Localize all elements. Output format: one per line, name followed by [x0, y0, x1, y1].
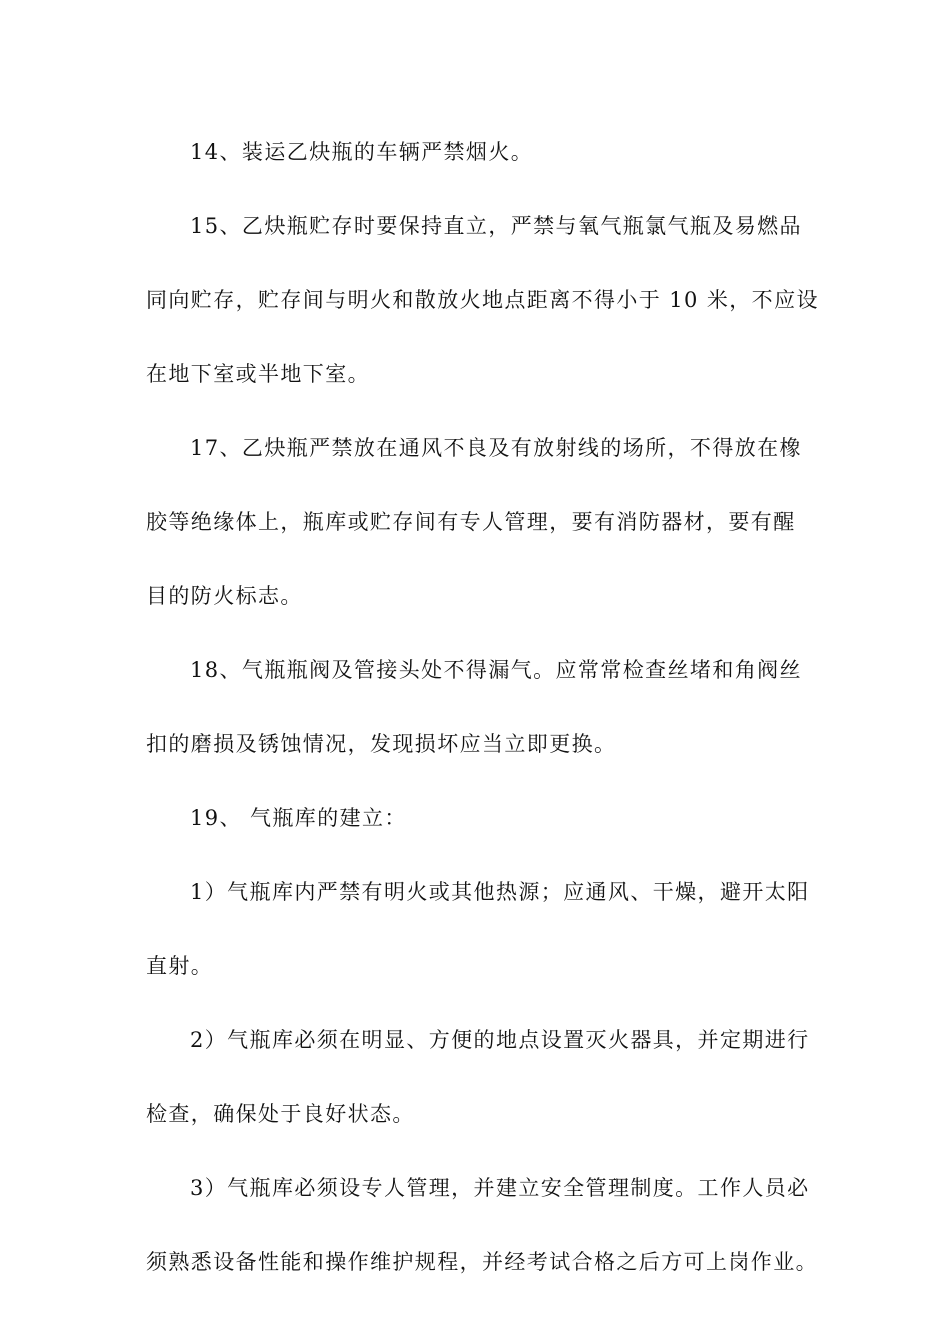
document-body [146, 133, 819, 1281]
paragraph-item-18-cont [146, 725, 806, 763]
text-line: 14、装运乙炔瓶的车辆严禁烟火。 [190, 140, 534, 164]
text-line: 15、乙炔瓶贮存时要保持直立，严禁与氧气瓶氯气瓶及易燃品 [190, 214, 802, 238]
paragraph-item-15-cont [146, 355, 806, 393]
paragraph-item-17-cont [146, 503, 806, 541]
text-line: 检查，确保处于良好状态。 [146, 1102, 415, 1126]
text-line: 2）气瓶库必须在明显、方便的地点设置灭火器具，并定期进行 [190, 1028, 810, 1052]
paragraph-item-15 [146, 207, 806, 245]
text-line: 胶等绝缘体上，瓶库或贮存间有专人管理，要有消防器材，要有醒 [146, 510, 796, 534]
text-line: 1）气瓶库内严禁有明火或其他热源；应通风、干燥，避开太阳 [190, 880, 810, 904]
text-line: 须熟悉设备性能和操作维护规程，并经考试合格之后方可上岗作业。 [146, 1250, 818, 1274]
text-line: 3）气瓶库必须设专人管理，并建立安全管理制度。工作人员必 [190, 1176, 810, 1200]
text-line: 19、 气瓶库的建立： [190, 806, 407, 830]
text-line: 18、气瓶瓶阀及管接头处不得漏气。应常常检查丝堵和角阀丝 [190, 658, 802, 682]
paragraph-item-19 [146, 799, 806, 837]
text-line: 直射。 [146, 954, 214, 978]
paragraph-item-14 [146, 133, 806, 171]
paragraph-item-19-2 [146, 1021, 810, 1059]
paragraph-item-17-cont [146, 577, 806, 615]
paragraph-item-19-1 [146, 873, 810, 911]
text-line: 目的防火标志。 [146, 584, 303, 608]
text-line: 在地下室或半地下室。 [146, 362, 370, 386]
paragraph-item-18 [146, 651, 806, 689]
text-line: 扣的磨损及锈蚀情况，发现损坏应当立即更换。 [146, 732, 617, 756]
paragraph-item-19-3 [146, 1169, 810, 1207]
paragraph-item-19-3-cont [146, 1243, 818, 1281]
text-line: 同向贮存，贮存间与明火和散放火地点距离不得小于 10 米，不应设 [146, 288, 819, 312]
paragraph-item-15-cont [146, 281, 819, 319]
paragraph-item-19-2-cont [146, 1095, 806, 1133]
text-line: 17、乙炔瓶严禁放在通风不良及有放射线的场所，不得放在橡 [190, 436, 802, 460]
paragraph-item-19-1-cont [146, 947, 806, 985]
paragraph-item-17 [146, 429, 806, 467]
